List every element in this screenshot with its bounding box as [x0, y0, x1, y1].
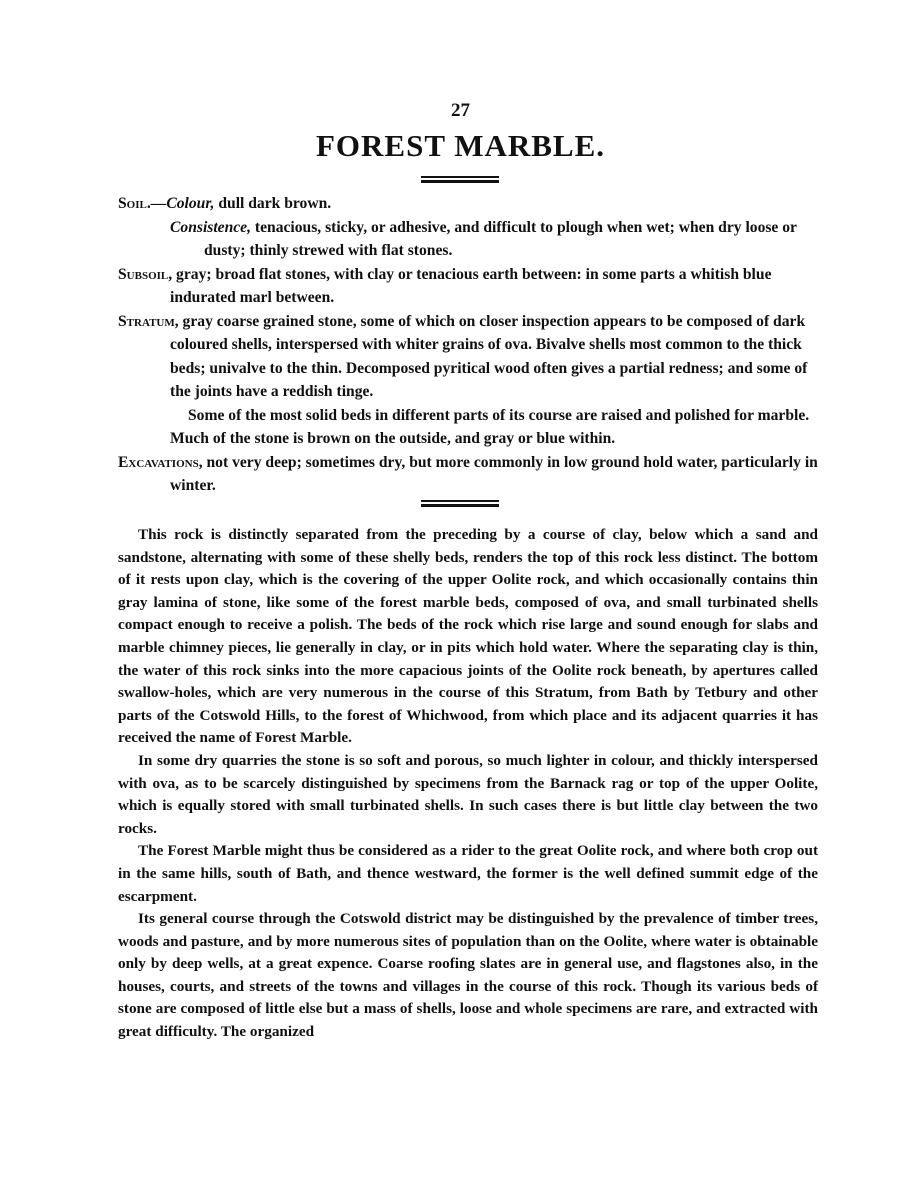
body-text-section [118, 524, 818, 1044]
stratum-label: Stratum, [118, 312, 179, 330]
rule-line-thin [421, 500, 499, 502]
excavations-label: Excavations, [118, 453, 203, 471]
page-number: 27 [451, 100, 470, 121]
double-rule-divider [421, 500, 499, 507]
subsoil-label: Subsoil, [118, 265, 173, 283]
double-rule-divider [421, 176, 499, 183]
colour-label: —Colour, [150, 195, 215, 212]
page-title: FOREST MARBLE. [315, 128, 606, 163]
rule-line-thin [421, 176, 499, 178]
stratum-entry [118, 310, 818, 404]
soil-colour-entry [118, 192, 818, 216]
excavations-text: not very deep; sometimes dry, but more commonly in low ground hold water, particularly in winter. [170, 453, 818, 494]
colour-text: dull dark brown. [214, 195, 332, 212]
excavations-entry [118, 451, 818, 498]
body-paragraph: This rock is distinctly separated from the preceding by a course of clay, below which a sand and sandstone, alternating with some of these shelly beds, renders the top of this rock less distinct. The bottom of it rests upon clay, which is the covering of the upper Oolite rock, and which occasionally contains thin gray lamina of stone, like some of the forest marble beds, composed of ova, and small turbinated shells compact enough to receive a polish. The beds of the rock which rise large and sound enough for slabs and marble chimney pieces, lie generally in clay, or in pits which hold water. Where the separating clay is thin, the water of this rock sinks into the more capacious joints of the Oolite rock beneath, by apertures called swallow-holes, which are very numerous in the course of this Stratum, from Bath by Tetbury and other parts of the Cotswold Hills, to the forest of Whichwood, from which place and its adjacent quarries it has received the name of Forest Marble. [118, 526, 818, 747]
body-paragraph: The Forest Marble might thus be considered as a rider to the great Oolite rock, and where both crop out in the same hills, south of Bath, and thence westward, the former is the well defined summit edge of the escarpment. [118, 842, 818, 905]
subsoil-text: gray; broad flat stones, with clay or tenacious earth between: in some parts a whitish blue indurated marl between. [170, 265, 772, 306]
consistence-label: Consistence, [170, 218, 252, 236]
body-paragraph: Its general course through the Cotswold district may be distinguished by the prevalence of timber trees, woods and pasture, and by more numerous sites of population than on the Oolite, where water is obtainable only by deep wells, at a great expence. Coarse roofing slates are in general use, and flagstones also, in the houses, courts, and streets of the towns and villages in the course of this rock. Though its various beds of stone are composed of little else but a mass of shells, loose and whole specimens are rare, and extracted with great difficulty. The organized [118, 910, 818, 1041]
soil-description-section [118, 192, 818, 498]
stratum-text: gray coarse grained stone, some of which on closer inspection appears to be composed of dark coloured shells, interspersed with whiter grains of ova. Bivalve shells most common to the thick beds; univalve to the thin. Decomposed pyritical wood often gives a partial redness; and some of the joints have a reddish tinge. [170, 312, 808, 400]
soil-label: Soil. [118, 195, 151, 212]
rule-line-thick [421, 504, 499, 507]
subsoil-entry [118, 263, 818, 310]
soil-consistence-entry [118, 216, 818, 263]
consistence-text: tenacious, sticky, or adhesive, and difficult to plough when wet; when dry loose or dusty; thinly strewed with flat stones. [204, 218, 797, 259]
stratum-polish-entry: Some of the most solid beds in different parts of its course are raised and polished for marble. Much of the stone is brown on the outside, and gray or blue within. [170, 406, 810, 447]
rule-line-thick [421, 180, 499, 183]
body-paragraph: In some dry quarries the stone is so soft and porous, so much lighter in colour, and thickly interspersed with ova, as to be scarcely distinguished by specimens from the Barnack rag or top of the upper Oolite, which is equally stored with small turbinated shells. In such cases there is but little clay between the two rocks. [118, 751, 818, 837]
